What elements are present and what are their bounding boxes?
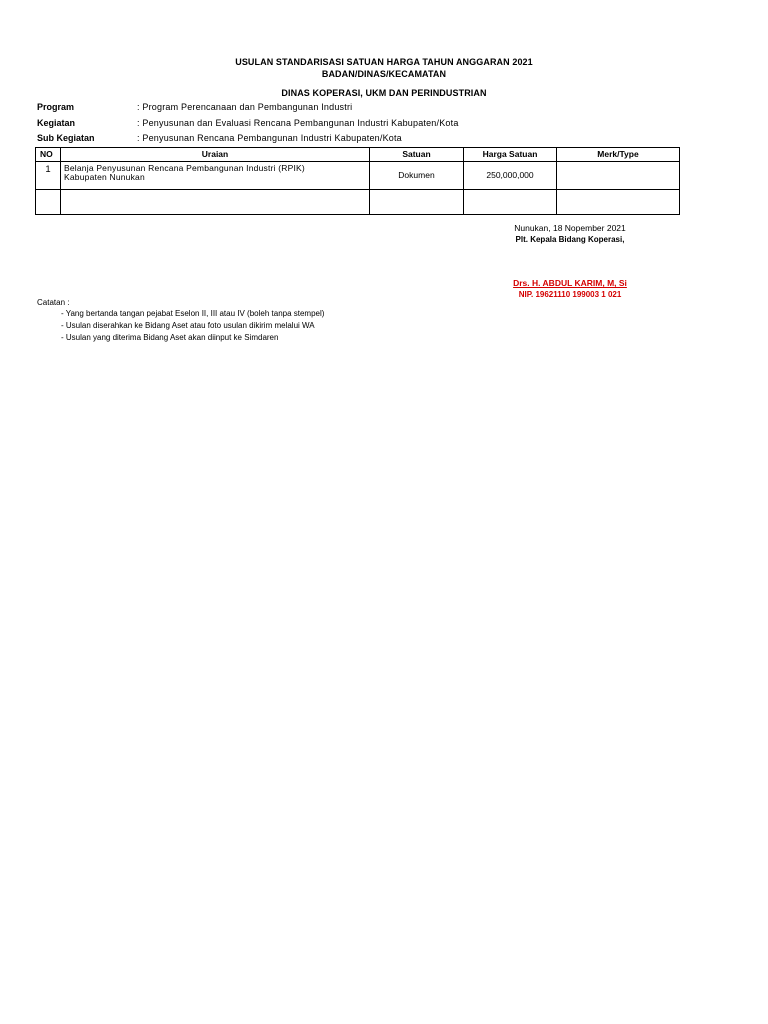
agency-name: DINAS KOPERASI, UKM DAN PERINDUSTRIAN — [281, 88, 487, 98]
kegiatan-value: : Penyusunan dan Evaluasi Rencana Pembangunan Industri Kabupaten/Kota — [137, 118, 459, 128]
table-row — [36, 162, 680, 190]
notes-section — [37, 298, 324, 344]
document-subtitle: BADAN/DINAS/KECAMATAN — [321, 69, 447, 79]
header-satuan: Satuan — [370, 148, 464, 162]
notes-heading: Catatan : — [37, 298, 70, 307]
cell-uraian — [61, 162, 370, 190]
cell-merk-type — [557, 190, 680, 215]
subkegiatan-row — [37, 133, 402, 143]
cell-no: 1 — [36, 162, 61, 190]
table-row — [36, 190, 680, 215]
kegiatan-label: Kegiatan — [37, 118, 76, 128]
note-item: - Usulan yang diterima Bidang Aset akan diinput ke Simdaren — [61, 333, 279, 342]
cell-harga-satuan: 250,000,000 — [464, 162, 557, 190]
signatory-nip: NIP. 19621110 199003 1 021 — [518, 290, 622, 299]
header-merk-type: Merk/Type — [557, 148, 680, 162]
program-row — [37, 102, 352, 112]
price-table — [35, 147, 680, 215]
subkegiatan-label: Sub Kegiatan — [37, 133, 95, 143]
place-date: Nunukan, 18 Nopember 2021 — [514, 223, 626, 233]
note-item: - Yang bertanda tangan pejabat Eselon II, III atau IV (boleh tanpa stempel) — [61, 309, 325, 318]
program-value: : Program Perencanaan dan Pembangunan Industri — [137, 102, 353, 112]
cell-uraian — [61, 190, 370, 215]
subkegiatan-value: : Penyusunan Rencana Pembangunan Industri Kabupaten/Kota — [137, 133, 402, 143]
document-title: USULAN STANDARISASI SATUAN HARGA TAHUN ANGGARAN 2021 — [235, 57, 533, 67]
program-label: Program — [37, 102, 75, 112]
table-header-row — [36, 148, 680, 162]
cell-no — [36, 190, 61, 215]
kegiatan-row — [37, 118, 459, 128]
cell-satuan — [370, 190, 464, 215]
signatory-name: Drs. H. ABDUL KARIM, M, Si — [513, 278, 627, 288]
signatory-position: Plt. Kepala Bidang Koperasi, — [515, 235, 625, 244]
header-no: NO — [36, 148, 61, 162]
cell-merk-type — [557, 162, 680, 190]
cell-satuan: Dokumen — [370, 162, 464, 190]
header-harga-satuan: Harga Satuan — [464, 148, 557, 162]
header-uraian: Uraian — [61, 148, 370, 162]
uraian-line: Belanja Penyusunan Rencana Pembangunan Industri (RPIK) — [64, 163, 305, 173]
cell-harga-satuan — [464, 190, 557, 215]
note-item: - Usulan diserahkan ke Bidang Aset atau foto usulan dikirim melalui WA — [61, 321, 315, 330]
uraian-line: Kabupaten Nunukan — [64, 172, 145, 182]
